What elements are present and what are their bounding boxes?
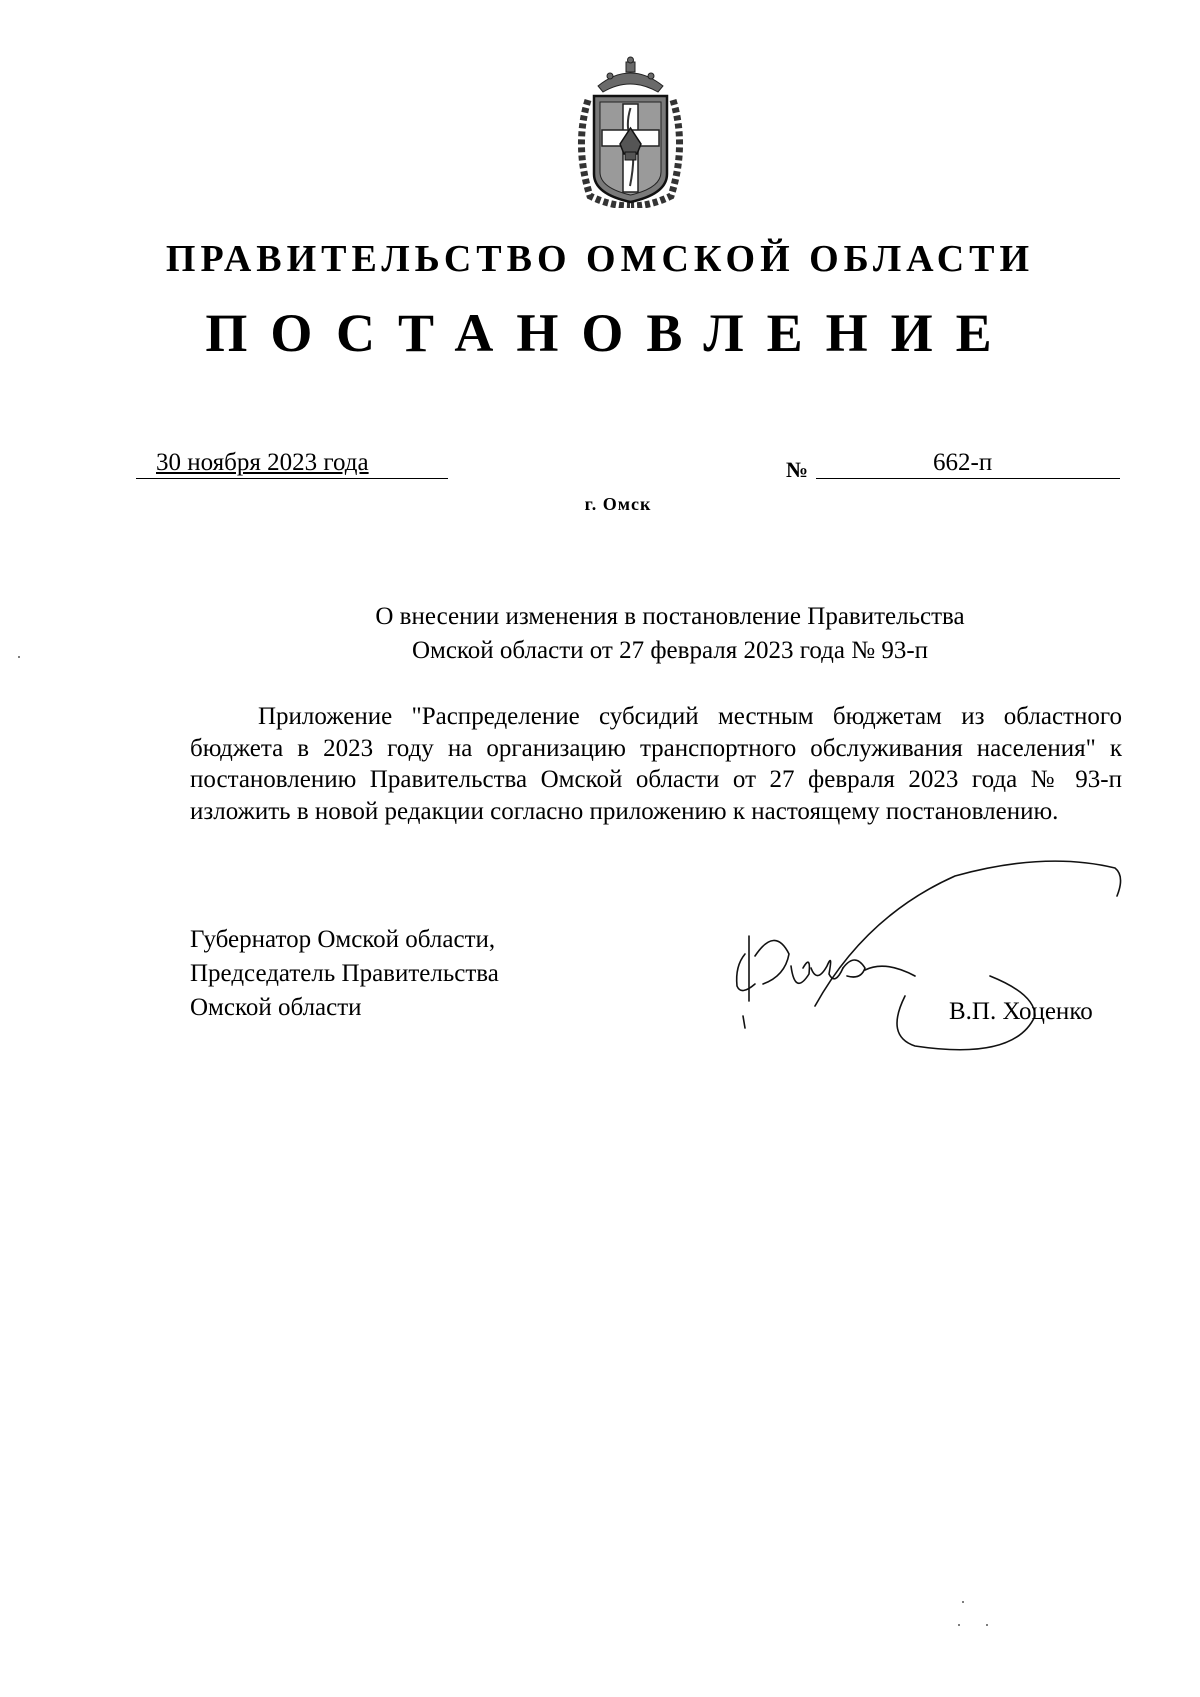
number-sign: №	[786, 457, 809, 482]
document-subject	[300, 600, 1040, 668]
scan-speck	[958, 1624, 960, 1626]
document-number-field	[816, 448, 1120, 479]
scan-speck	[962, 1601, 964, 1603]
subject-line: О внесении изменения в постановление Правительства	[375, 603, 965, 630]
document-date-field	[136, 448, 448, 479]
place-of-issue: г. Омск	[584, 494, 652, 514]
document-date: 30 ноября 2023 года	[156, 449, 369, 476]
body-paragraph: Приложение "Распределение субсидий местным бюджетам из областного бюджета в 2023 году на организацию транспортного обслуживания населения" к постановлению Правительства Омской области от 27 февраля 2023 года № 93-п изложить в новой редакции согласно приложению к настоящему постановлению.	[190, 703, 1122, 825]
scan-speck	[986, 1624, 988, 1626]
document-type-title: ПОСТАНОВЛЕНИЕ	[205, 303, 1015, 363]
signer-position-line: Председатель Правительства	[190, 960, 499, 987]
signer-position-line: Губернатор Омской области,	[190, 926, 496, 953]
issuer-title: ПРАВИТЕЛЬСТВО ОМСКОЙ ОБЛАСТИ	[165, 238, 1035, 280]
document-number: 662-п	[933, 449, 993, 476]
subject-line: Омской области от 27 февраля 2023 года № 93-п	[411, 637, 929, 664]
signer-name: В.П. Хоценко	[949, 998, 1093, 1025]
scan-speck	[18, 656, 20, 658]
coat-of-arms-icon	[570, 56, 691, 208]
signer-position-line: Омской области	[190, 994, 362, 1021]
signer-position	[190, 923, 499, 1025]
